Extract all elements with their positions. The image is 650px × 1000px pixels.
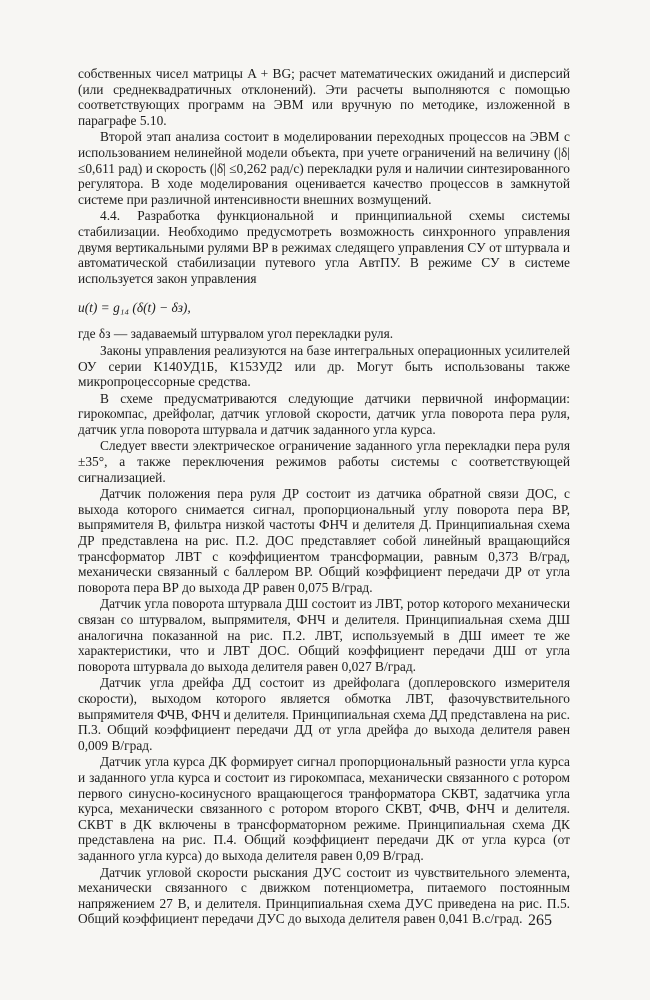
paragraph-rudder-sensor: Датчик положения пера руля ДР состоит из датчика обратной связи ДОС, с выхода которого снимается сигнал, пропорциональный углу поворота пера ВР, выпрямителя В, фильтра низкой частоты ФНЧ и делителя Д. Принципиальная схема ДР представлена на рис. П.2. ДОС представляет собой линейный вращающийся трансформатор ЛВТ с коэффициентом трансформации, равным 0,373 В/град, механически связанный с баллером ВР. Общий коэффициент передачи ДР от угла поворота пера ВР до выхода ДР равен 0,075 В/град. <box>78 486 570 595</box>
paragraph-yaw-rate-sensor: Датчик угловой скорости рыскания ДУС состоит из чувствительного элемента, механически связанного с движком потенциометра, питаемого постоянным напряжением 27 В, и делителя. Принципиальная схема ДУС приведена на рис. П.5. Общий коэффициент передачи ДУС до выхода делителя равен 0,041 В.с/град. <box>78 864 570 927</box>
page-number: 265 <box>528 912 552 929</box>
paragraph-delta-definition: где δз — задаваемый штурвалом угол перекладки руля. <box>78 326 394 342</box>
paragraph-section-4-4: 4.4. Разработка функциональной и принципиальной схемы системы стабилизации. Необходимо предусмотреть возможность синхронного управления двумя вертикальными рулями BP в режимах следящего управления СУ от штурвала и автоматической стабилизации путевого угла АвтПУ. В режиме СУ в системе используется закон управления <box>78 208 570 286</box>
paragraph-control-laws: Законы управления реализуются на базе интегральных операционных усилителей ОУ серии К140УД1Б, К153УД2 или др. Могут быть использованы также микропроцессорные средства. <box>78 342 570 390</box>
paragraph-drift-sensor: Датчик угла дрейфа ДД состоит из дрейфолага (доплеровского измерителя скорости), выходом которого является обмотка ЛВТ, фазочувствительного выпрямителя ФЧВ, ФНЧ и делителя. Принципиальная схема ДД представлена на рис. П.3. Общий коэффициент передачи ДД от угла дрейфа до выхода делителя равен 0,009 В/град. <box>78 675 570 753</box>
paragraph-course-sensor: Датчик угла курса ДК формирует сигнал пропорциональный разности угла курса и заданного угла курса и состоит из гирокомпаса, механически связанного с ротором первого синусно-косинусного вращающегося транформатора СКВТ, задатчика угла курса, механически связанного с ротором второго СКВТ, ФЧВ, ФНЧ и делителя. СКВТ в ДК включены в трансформаторном режиме. Принципиальная схема ДК представлена на рис. П.4. Общий коэффициент передачи ДК от угла курса (от заданного угла курса) до выхода делителя равен 0,09 В/град. <box>78 754 570 863</box>
paragraph-sensors-list: В схеме предусматриваются следующие датчики первичной информации: гирокомпас, дрейфолаг, датчик угловой скорости, датчик угла поворота пера руля, датчик угла поворота штурвала и датчик заданного угла курса. <box>78 390 570 437</box>
paragraph-helm-sensor: Датчик угла поворота штурвала ДШ состоит из ЛВТ, ротор которого механически связан со штурвалом, выпрямителя, ФНЧ и делителя. Принципиальная схема ДШ аналогична показанной на рис. П.2. ЛВТ, используемый в ДШ имеет те же характеристики, что и ЛВТ ДОС. Общий коэффициент передачи ДШ от угла поворота штурвала до выхода делителя равен 0,027 В/град. <box>78 596 570 674</box>
paragraph-eigenvalues: собственных чисел матрицы A + BG; расчет математических ожиданий и дисперсий (или среднеквадратичных отклонений). Эти расчеты выполняются с помощью соответствующих программ на ЭВМ или вручную по методике, изложенной в параграфе 5.10. <box>78 66 570 128</box>
paragraph-second-stage: Второй этап анализа состоит в моделировании переходных процессов на ЭВМ с использованием нелинейной модели объекта, при учете ограничений на величину (|δ| ≤0,611 рад) и скорость (|δ̇| ≤0,262 рад/с) перекладки руля и наличии синтезированного регулятора. В ходе моделирования оценивается качество процессов в замкнутой системе при различной интенсивности внешних возмущений. <box>78 129 570 207</box>
paragraph-limit: Следует ввести электрическое ограничение заданного угла перекладки пера руля ±35°, а также переключения режимов работы системы с соответствующей сигнализацией. <box>78 438 570 485</box>
control-law-formula: u(t) = g₁₄ (δ(t) − δз), <box>78 300 191 316</box>
